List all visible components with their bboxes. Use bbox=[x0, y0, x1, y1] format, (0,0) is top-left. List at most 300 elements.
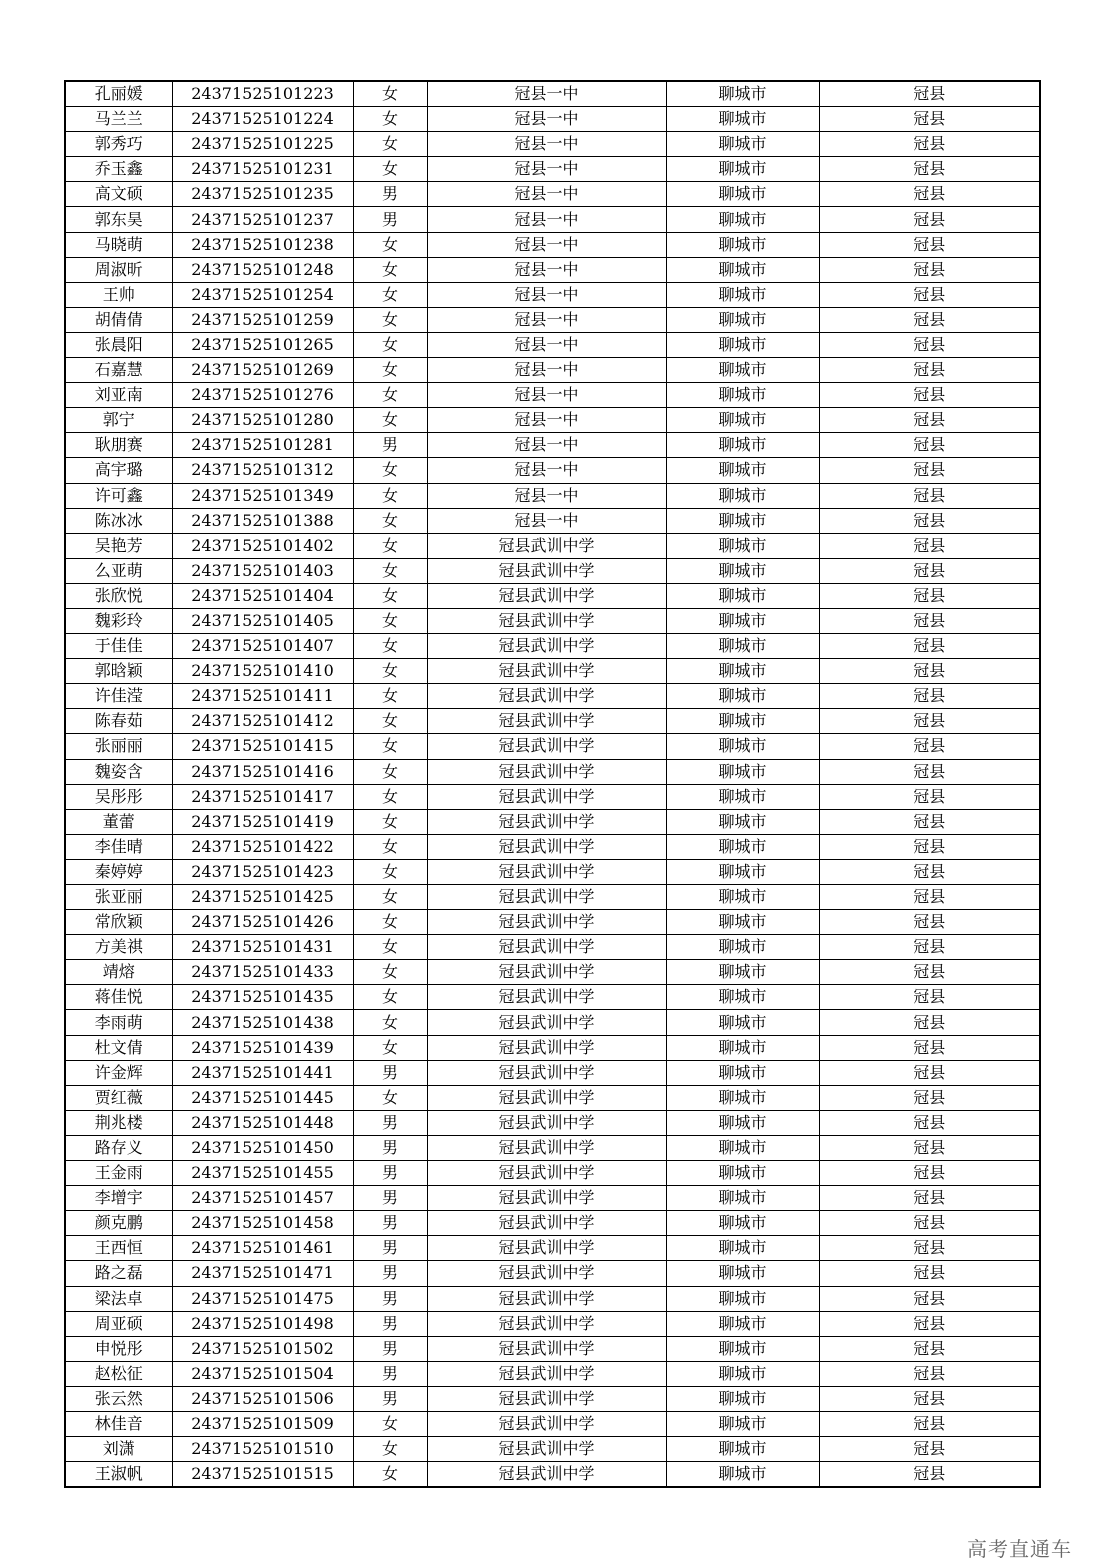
city-cell: 聊城市 bbox=[666, 960, 819, 985]
exam-id-cell: 24371525101509 bbox=[172, 1411, 353, 1436]
school-cell: 冠县一中 bbox=[427, 182, 666, 207]
school-cell: 冠县武训中学 bbox=[427, 1110, 666, 1135]
name-cell: 王西恒 bbox=[65, 1236, 172, 1261]
exam-id-cell: 24371525101458 bbox=[172, 1211, 353, 1236]
table-row bbox=[65, 1211, 1040, 1236]
school-cell: 冠县武训中学 bbox=[427, 1311, 666, 1336]
table-row bbox=[65, 383, 1040, 408]
table-row bbox=[65, 1261, 1040, 1286]
city-cell: 聊城市 bbox=[666, 1411, 819, 1436]
exam-id-cell: 24371525101265 bbox=[172, 332, 353, 357]
county-cell: 冠县 bbox=[819, 1035, 1040, 1060]
name-cell: 魏彩玲 bbox=[65, 608, 172, 633]
gender-cell: 女 bbox=[353, 684, 427, 709]
exam-id-cell: 24371525101412 bbox=[172, 709, 353, 734]
gender-cell: 女 bbox=[353, 834, 427, 859]
name-cell: 张亚丽 bbox=[65, 885, 172, 910]
gender-cell: 女 bbox=[353, 508, 427, 533]
school-cell: 冠县武训中学 bbox=[427, 1186, 666, 1211]
name-cell: 周亚硕 bbox=[65, 1311, 172, 1336]
school-cell: 冠县武训中学 bbox=[427, 960, 666, 985]
gender-cell: 女 bbox=[353, 809, 427, 834]
school-cell: 冠县武训中学 bbox=[427, 583, 666, 608]
county-cell: 冠县 bbox=[819, 1386, 1040, 1411]
gender-cell: 男 bbox=[353, 1161, 427, 1186]
gender-cell: 女 bbox=[353, 659, 427, 684]
city-cell: 聊城市 bbox=[666, 734, 819, 759]
school-cell: 冠县武训中学 bbox=[427, 910, 666, 935]
name-cell: 孔丽媛 bbox=[65, 81, 172, 107]
table-row bbox=[65, 659, 1040, 684]
exam-id-cell: 24371525101439 bbox=[172, 1035, 353, 1060]
table-row bbox=[65, 81, 1040, 107]
name-cell: 蒋佳悦 bbox=[65, 985, 172, 1010]
city-cell: 聊城市 bbox=[666, 834, 819, 859]
exam-id-cell: 24371525101423 bbox=[172, 859, 353, 884]
table-row bbox=[65, 734, 1040, 759]
gender-cell: 女 bbox=[353, 483, 427, 508]
name-cell: 刘亚南 bbox=[65, 383, 172, 408]
county-cell: 冠县 bbox=[819, 207, 1040, 232]
exam-id-cell: 24371525101441 bbox=[172, 1060, 353, 1085]
gender-cell: 男 bbox=[353, 1336, 427, 1361]
name-cell: 马晓萌 bbox=[65, 232, 172, 257]
school-cell: 冠县一中 bbox=[427, 332, 666, 357]
exam-id-cell: 24371525101403 bbox=[172, 558, 353, 583]
exam-id-cell: 24371525101455 bbox=[172, 1161, 353, 1186]
table-row bbox=[65, 1336, 1040, 1361]
table-row bbox=[65, 910, 1040, 935]
exam-id-cell: 24371525101404 bbox=[172, 583, 353, 608]
name-cell: 郭宁 bbox=[65, 408, 172, 433]
table-row bbox=[65, 684, 1040, 709]
city-cell: 聊城市 bbox=[666, 659, 819, 684]
table-row bbox=[65, 332, 1040, 357]
exam-id-cell: 24371525101502 bbox=[172, 1336, 353, 1361]
gender-cell: 女 bbox=[353, 608, 427, 633]
name-cell: 秦婷婷 bbox=[65, 859, 172, 884]
school-cell: 冠县武训中学 bbox=[427, 1411, 666, 1436]
city-cell: 聊城市 bbox=[666, 1010, 819, 1035]
city-cell: 聊城市 bbox=[666, 307, 819, 332]
table-row bbox=[65, 157, 1040, 182]
exam-id-cell: 24371525101438 bbox=[172, 1010, 353, 1035]
table-row bbox=[65, 1286, 1040, 1311]
name-cell: 荆兆楼 bbox=[65, 1110, 172, 1135]
table-row bbox=[65, 132, 1040, 157]
school-cell: 冠县武训中学 bbox=[427, 1437, 666, 1462]
county-cell: 冠县 bbox=[819, 1437, 1040, 1462]
name-cell: 许可鑫 bbox=[65, 483, 172, 508]
school-cell: 冠县武训中学 bbox=[427, 1161, 666, 1186]
city-cell: 聊城市 bbox=[666, 608, 819, 633]
county-cell: 冠县 bbox=[819, 383, 1040, 408]
table-row bbox=[65, 784, 1040, 809]
school-cell: 冠县一中 bbox=[427, 358, 666, 383]
exam-id-cell: 24371525101450 bbox=[172, 1135, 353, 1160]
county-cell: 冠县 bbox=[819, 257, 1040, 282]
city-cell: 聊城市 bbox=[666, 483, 819, 508]
city-cell: 聊城市 bbox=[666, 282, 819, 307]
exam-id-cell: 24371525101402 bbox=[172, 533, 353, 558]
exam-id-cell: 24371525101411 bbox=[172, 684, 353, 709]
name-cell: 石嘉慧 bbox=[65, 358, 172, 383]
school-cell: 冠县一中 bbox=[427, 132, 666, 157]
name-cell: 赵松征 bbox=[65, 1361, 172, 1386]
gender-cell: 男 bbox=[353, 1186, 427, 1211]
city-cell: 聊城市 bbox=[666, 1060, 819, 1085]
name-cell: 路存义 bbox=[65, 1135, 172, 1160]
gender-cell: 女 bbox=[353, 634, 427, 659]
school-cell: 冠县武训中学 bbox=[427, 784, 666, 809]
gender-cell: 男 bbox=[353, 1236, 427, 1261]
city-cell: 聊城市 bbox=[666, 1462, 819, 1488]
gender-cell: 女 bbox=[353, 358, 427, 383]
table-row bbox=[65, 182, 1040, 207]
exam-id-cell: 24371525101448 bbox=[172, 1110, 353, 1135]
gender-cell: 女 bbox=[353, 533, 427, 558]
table-row bbox=[65, 408, 1040, 433]
school-cell: 冠县武训中学 bbox=[427, 634, 666, 659]
name-cell: 许佳滢 bbox=[65, 684, 172, 709]
table-row bbox=[65, 232, 1040, 257]
county-cell: 冠县 bbox=[819, 1311, 1040, 1336]
county-cell: 冠县 bbox=[819, 1085, 1040, 1110]
name-cell: 杜文倩 bbox=[65, 1035, 172, 1060]
name-cell: 靖熔 bbox=[65, 960, 172, 985]
school-cell: 冠县一中 bbox=[427, 408, 666, 433]
exam-id-cell: 24371525101223 bbox=[172, 81, 353, 107]
exam-id-cell: 24371525101225 bbox=[172, 132, 353, 157]
exam-id-cell: 24371525101475 bbox=[172, 1286, 353, 1311]
city-cell: 聊城市 bbox=[666, 1261, 819, 1286]
county-cell: 冠县 bbox=[819, 809, 1040, 834]
exam-id-cell: 24371525101504 bbox=[172, 1361, 353, 1386]
gender-cell: 男 bbox=[353, 1060, 427, 1085]
gender-cell: 女 bbox=[353, 583, 427, 608]
city-cell: 聊城市 bbox=[666, 1211, 819, 1236]
county-cell: 冠县 bbox=[819, 307, 1040, 332]
exam-id-cell: 24371525101457 bbox=[172, 1186, 353, 1211]
school-cell: 冠县武训中学 bbox=[427, 985, 666, 1010]
gender-cell: 男 bbox=[353, 1386, 427, 1411]
school-cell: 冠县武训中学 bbox=[427, 533, 666, 558]
table-row bbox=[65, 608, 1040, 633]
exam-id-cell: 24371525101498 bbox=[172, 1311, 353, 1336]
exam-id-cell: 24371525101431 bbox=[172, 935, 353, 960]
watermark-text: 高考直通车 bbox=[967, 1537, 1072, 1561]
county-cell: 冠县 bbox=[819, 1135, 1040, 1160]
table-row bbox=[65, 207, 1040, 232]
school-cell: 冠县武训中学 bbox=[427, 1462, 666, 1488]
name-cell: 么亚萌 bbox=[65, 558, 172, 583]
name-cell: 马兰兰 bbox=[65, 107, 172, 132]
roster-body bbox=[65, 81, 1040, 1487]
school-cell: 冠县武训中学 bbox=[427, 1286, 666, 1311]
school-cell: 冠县武训中学 bbox=[427, 1211, 666, 1236]
name-cell: 路之磊 bbox=[65, 1261, 172, 1286]
table-row bbox=[65, 834, 1040, 859]
county-cell: 冠县 bbox=[819, 157, 1040, 182]
school-cell: 冠县一中 bbox=[427, 107, 666, 132]
gender-cell: 女 bbox=[353, 885, 427, 910]
school-cell: 冠县武训中学 bbox=[427, 859, 666, 884]
county-cell: 冠县 bbox=[819, 583, 1040, 608]
county-cell: 冠县 bbox=[819, 107, 1040, 132]
name-cell: 吴彤彤 bbox=[65, 784, 172, 809]
county-cell: 冠县 bbox=[819, 1236, 1040, 1261]
table-row bbox=[65, 257, 1040, 282]
city-cell: 聊城市 bbox=[666, 558, 819, 583]
exam-id-cell: 24371525101269 bbox=[172, 358, 353, 383]
name-cell: 李雨萌 bbox=[65, 1010, 172, 1035]
county-cell: 冠县 bbox=[819, 784, 1040, 809]
city-cell: 聊城市 bbox=[666, 157, 819, 182]
exam-id-cell: 24371525101276 bbox=[172, 383, 353, 408]
exam-id-cell: 24371525101231 bbox=[172, 157, 353, 182]
gender-cell: 女 bbox=[353, 759, 427, 784]
school-cell: 冠县武训中学 bbox=[427, 1060, 666, 1085]
county-cell: 冠县 bbox=[819, 533, 1040, 558]
name-cell: 李增宇 bbox=[65, 1186, 172, 1211]
name-cell: 胡倩倩 bbox=[65, 307, 172, 332]
city-cell: 聊城市 bbox=[666, 433, 819, 458]
school-cell: 冠县一中 bbox=[427, 282, 666, 307]
county-cell: 冠县 bbox=[819, 1361, 1040, 1386]
school-cell: 冠县武训中学 bbox=[427, 1010, 666, 1035]
city-cell: 聊城市 bbox=[666, 1085, 819, 1110]
gender-cell: 女 bbox=[353, 1462, 427, 1488]
name-cell: 林佳音 bbox=[65, 1411, 172, 1436]
school-cell: 冠县武训中学 bbox=[427, 659, 666, 684]
name-cell: 王金雨 bbox=[65, 1161, 172, 1186]
name-cell: 陈冰冰 bbox=[65, 508, 172, 533]
gender-cell: 男 bbox=[353, 207, 427, 232]
gender-cell: 女 bbox=[353, 935, 427, 960]
city-cell: 聊城市 bbox=[666, 358, 819, 383]
exam-id-cell: 24371525101349 bbox=[172, 483, 353, 508]
name-cell: 郭晗颖 bbox=[65, 659, 172, 684]
county-cell: 冠县 bbox=[819, 558, 1040, 583]
city-cell: 聊城市 bbox=[666, 784, 819, 809]
exam-id-cell: 24371525101426 bbox=[172, 910, 353, 935]
school-cell: 冠县武训中学 bbox=[427, 684, 666, 709]
city-cell: 聊城市 bbox=[666, 533, 819, 558]
school-cell: 冠县武训中学 bbox=[427, 1135, 666, 1160]
table-row bbox=[65, 458, 1040, 483]
exam-id-cell: 24371525101280 bbox=[172, 408, 353, 433]
city-cell: 聊城市 bbox=[666, 1336, 819, 1361]
school-cell: 冠县武训中学 bbox=[427, 1361, 666, 1386]
city-cell: 聊城市 bbox=[666, 132, 819, 157]
name-cell: 贾红薇 bbox=[65, 1085, 172, 1110]
city-cell: 聊城市 bbox=[666, 885, 819, 910]
school-cell: 冠县武训中学 bbox=[427, 1386, 666, 1411]
name-cell: 许金辉 bbox=[65, 1060, 172, 1085]
county-cell: 冠县 bbox=[819, 1010, 1040, 1035]
roster-table bbox=[64, 80, 1041, 1488]
county-cell: 冠县 bbox=[819, 332, 1040, 357]
city-cell: 聊城市 bbox=[666, 985, 819, 1010]
table-row bbox=[65, 1161, 1040, 1186]
gender-cell: 男 bbox=[353, 1135, 427, 1160]
name-cell: 李佳晴 bbox=[65, 834, 172, 859]
gender-cell: 女 bbox=[353, 107, 427, 132]
gender-cell: 男 bbox=[353, 1110, 427, 1135]
table-row bbox=[65, 1186, 1040, 1211]
table-row bbox=[65, 483, 1040, 508]
school-cell: 冠县一中 bbox=[427, 458, 666, 483]
gender-cell: 女 bbox=[353, 332, 427, 357]
table-row bbox=[65, 558, 1040, 583]
name-cell: 梁法卓 bbox=[65, 1286, 172, 1311]
city-cell: 聊城市 bbox=[666, 1361, 819, 1386]
table-row bbox=[65, 1361, 1040, 1386]
gender-cell: 女 bbox=[353, 1437, 427, 1462]
gender-cell: 女 bbox=[353, 558, 427, 583]
county-cell: 冠县 bbox=[819, 859, 1040, 884]
table-row bbox=[65, 1437, 1040, 1462]
name-cell: 高宇璐 bbox=[65, 458, 172, 483]
city-cell: 聊城市 bbox=[666, 1311, 819, 1336]
gender-cell: 女 bbox=[353, 257, 427, 282]
gender-cell: 女 bbox=[353, 132, 427, 157]
table-row bbox=[65, 1462, 1040, 1488]
gender-cell: 女 bbox=[353, 383, 427, 408]
school-cell: 冠县武训中学 bbox=[427, 608, 666, 633]
city-cell: 聊城市 bbox=[666, 1161, 819, 1186]
city-cell: 聊城市 bbox=[666, 859, 819, 884]
gender-cell: 女 bbox=[353, 307, 427, 332]
exam-id-cell: 24371525101410 bbox=[172, 659, 353, 684]
table-row bbox=[65, 1236, 1040, 1261]
table-row bbox=[65, 859, 1040, 884]
city-cell: 聊城市 bbox=[666, 232, 819, 257]
city-cell: 聊城市 bbox=[666, 759, 819, 784]
school-cell: 冠县一中 bbox=[427, 232, 666, 257]
county-cell: 冠县 bbox=[819, 1110, 1040, 1135]
name-cell: 乔玉鑫 bbox=[65, 157, 172, 182]
exam-id-cell: 24371525101416 bbox=[172, 759, 353, 784]
exam-id-cell: 24371525101422 bbox=[172, 834, 353, 859]
school-cell: 冠县一中 bbox=[427, 508, 666, 533]
exam-id-cell: 24371525101510 bbox=[172, 1437, 353, 1462]
city-cell: 聊城市 bbox=[666, 1236, 819, 1261]
gender-cell: 女 bbox=[353, 1085, 427, 1110]
name-cell: 于佳佳 bbox=[65, 634, 172, 659]
exam-id-cell: 24371525101312 bbox=[172, 458, 353, 483]
name-cell: 张云然 bbox=[65, 1386, 172, 1411]
county-cell: 冠县 bbox=[819, 1462, 1040, 1488]
gender-cell: 女 bbox=[353, 81, 427, 107]
gender-cell: 女 bbox=[353, 1035, 427, 1060]
school-cell: 冠县武训中学 bbox=[427, 1085, 666, 1110]
name-cell: 郭东昊 bbox=[65, 207, 172, 232]
city-cell: 聊城市 bbox=[666, 809, 819, 834]
exam-id-cell: 24371525101461 bbox=[172, 1236, 353, 1261]
gender-cell: 女 bbox=[353, 734, 427, 759]
table-row bbox=[65, 358, 1040, 383]
table-row bbox=[65, 1411, 1040, 1436]
exam-id-cell: 24371525101405 bbox=[172, 608, 353, 633]
exam-id-cell: 24371525101238 bbox=[172, 232, 353, 257]
county-cell: 冠县 bbox=[819, 1261, 1040, 1286]
table-row bbox=[65, 809, 1040, 834]
name-cell: 郭秀巧 bbox=[65, 132, 172, 157]
county-cell: 冠县 bbox=[819, 1161, 1040, 1186]
name-cell: 耿朋赛 bbox=[65, 433, 172, 458]
city-cell: 聊城市 bbox=[666, 583, 819, 608]
gender-cell: 女 bbox=[353, 784, 427, 809]
exam-id-cell: 24371525101435 bbox=[172, 985, 353, 1010]
city-cell: 聊城市 bbox=[666, 182, 819, 207]
school-cell: 冠县武训中学 bbox=[427, 1261, 666, 1286]
name-cell: 魏姿含 bbox=[65, 759, 172, 784]
city-cell: 聊城市 bbox=[666, 207, 819, 232]
name-cell: 张丽丽 bbox=[65, 734, 172, 759]
city-cell: 聊城市 bbox=[666, 508, 819, 533]
county-cell: 冠县 bbox=[819, 659, 1040, 684]
county-cell: 冠县 bbox=[819, 608, 1040, 633]
county-cell: 冠县 bbox=[819, 634, 1040, 659]
exam-id-cell: 24371525101235 bbox=[172, 182, 353, 207]
school-cell: 冠县一中 bbox=[427, 207, 666, 232]
city-cell: 聊城市 bbox=[666, 1386, 819, 1411]
exam-id-cell: 24371525101407 bbox=[172, 634, 353, 659]
county-cell: 冠县 bbox=[819, 132, 1040, 157]
exam-id-cell: 24371525101388 bbox=[172, 508, 353, 533]
city-cell: 聊城市 bbox=[666, 1135, 819, 1160]
table-row bbox=[65, 433, 1040, 458]
school-cell: 冠县一中 bbox=[427, 307, 666, 332]
name-cell: 吴艳芳 bbox=[65, 533, 172, 558]
gender-cell: 男 bbox=[353, 182, 427, 207]
table-row bbox=[65, 709, 1040, 734]
exam-id-cell: 24371525101506 bbox=[172, 1386, 353, 1411]
table-row bbox=[65, 634, 1040, 659]
gender-cell: 女 bbox=[353, 709, 427, 734]
gender-cell: 女 bbox=[353, 157, 427, 182]
county-cell: 冠县 bbox=[819, 433, 1040, 458]
county-cell: 冠县 bbox=[819, 1060, 1040, 1085]
school-cell: 冠县武训中学 bbox=[427, 885, 666, 910]
name-cell: 王淑帆 bbox=[65, 1462, 172, 1488]
county-cell: 冠县 bbox=[819, 458, 1040, 483]
city-cell: 聊城市 bbox=[666, 257, 819, 282]
school-cell: 冠县一中 bbox=[427, 483, 666, 508]
name-cell: 张晨阳 bbox=[65, 332, 172, 357]
table-row bbox=[65, 1386, 1040, 1411]
county-cell: 冠县 bbox=[819, 709, 1040, 734]
city-cell: 聊城市 bbox=[666, 935, 819, 960]
city-cell: 聊城市 bbox=[666, 332, 819, 357]
city-cell: 聊城市 bbox=[666, 81, 819, 107]
school-cell: 冠县武训中学 bbox=[427, 1035, 666, 1060]
county-cell: 冠县 bbox=[819, 935, 1040, 960]
school-cell: 冠县一中 bbox=[427, 433, 666, 458]
school-cell: 冠县武训中学 bbox=[427, 734, 666, 759]
exam-id-cell: 24371525101515 bbox=[172, 1462, 353, 1488]
county-cell: 冠县 bbox=[819, 960, 1040, 985]
exam-id-cell: 24371525101254 bbox=[172, 282, 353, 307]
county-cell: 冠县 bbox=[819, 232, 1040, 257]
gender-cell: 女 bbox=[353, 408, 427, 433]
table-row bbox=[65, 759, 1040, 784]
table-row bbox=[65, 533, 1040, 558]
county-cell: 冠县 bbox=[819, 684, 1040, 709]
county-cell: 冠县 bbox=[819, 408, 1040, 433]
name-cell: 颜克鹏 bbox=[65, 1211, 172, 1236]
